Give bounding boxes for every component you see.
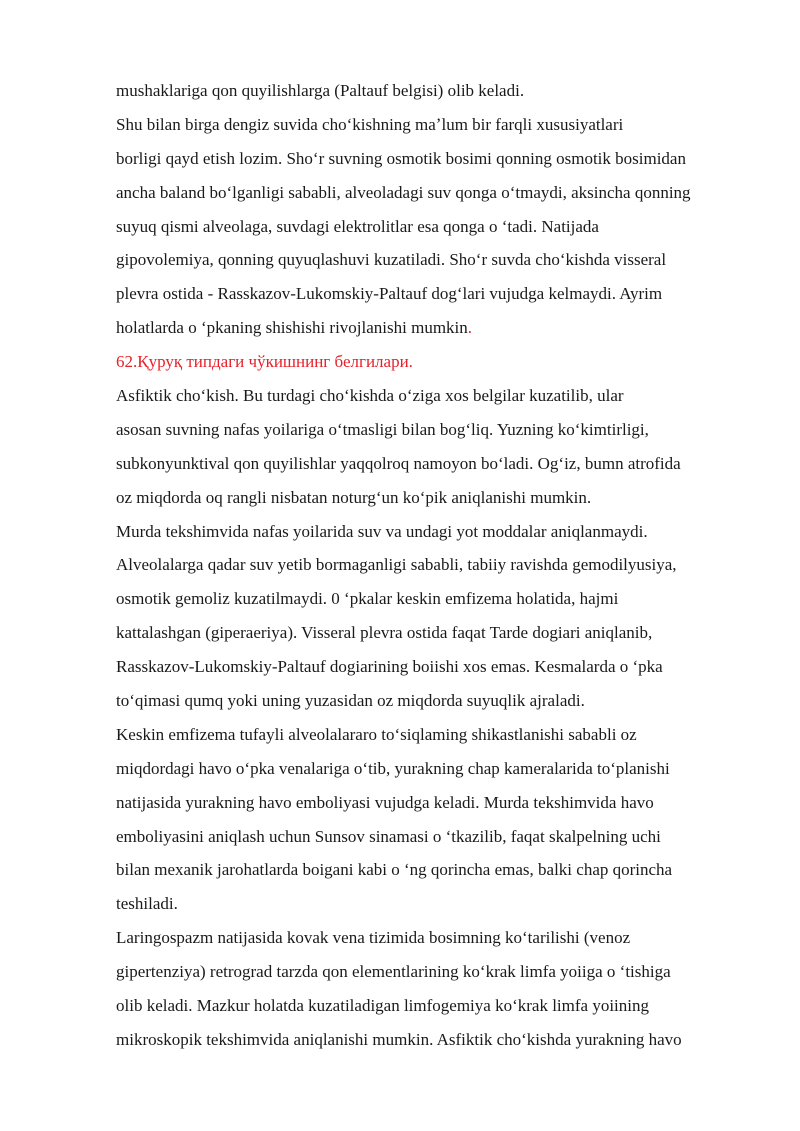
text-line: Asfiktik choʻkish. Bu turdagi choʻkishda oʻziga xos belgilar kuzatilib, ular: [116, 386, 624, 406]
text-line: suyuq qismi alveolaga, suvdagi elektrolitlar esa qonga o ʻtadi. Natijada: [116, 216, 599, 236]
text-line: Alveolalarga qadar suv yetib bormaganligi sababli, tabiiy ravishda gemodilyusiya,: [116, 555, 677, 575]
text-line: Murda tekshimvida nafas yoilarida suv va undagi yot moddalar aniqlanmaydi.: [116, 521, 648, 541]
text-line: toʻqimasi qumq yoki uning yuzasidan oz miqdorda suyuqlik ajraladi.: [116, 691, 585, 711]
text-line-with-red-period: [116, 311, 756, 345]
document-page: [116, 74, 756, 1057]
text-line: subkonyunktival qon quyilishlar yaqqolroq namoyon boʻladi. Ogʻiz, bumn atrofida: [116, 453, 681, 473]
text-line: oz miqdorda oq rangli nisbatan noturgʻun koʻpik aniqlanishi mumkin.: [116, 487, 592, 507]
text-line: borligi qayd etish lozim. Shoʻr suvning osmotik bosimi qonning osmotik bosimidan: [116, 148, 686, 168]
text-line: emboliyasini aniqlash uchun Sunsov sinamasi o ʻtkazilib, faqat skalpelning uchi: [116, 826, 661, 846]
text-line: gipovolemiya, qonning quyuqlashuvi kuzatiladi. Shoʻr suvda choʻkishda visseral: [116, 250, 667, 270]
text-line: Laringospazm natijasida kovak vena tizimida bosimning koʻtarilishi (venoz: [116, 928, 631, 948]
red-period: .: [467, 318, 473, 338]
text-line: natijasida yurakning havo emboliyasi vujudga keladi. Murda tekshimvida havo: [116, 792, 654, 812]
text-line: olib keladi. Mazkur holatda kuzatiladigan limfogemiya koʻkrak limfa yoiining: [116, 996, 649, 1016]
text-line: mushaklariga qon quyilishlarga (Paltauf belgisi) olib keladi.: [116, 81, 525, 100]
text-line: ancha baland boʻlganligi sababli, alveoladagi suv qonga oʻtmaydi, aksincha qonning: [116, 182, 691, 202]
text-line-content: holatlarda o ʻpkaning shishishi rivojlanishi mumkin: [116, 318, 468, 338]
text-line: Shu bilan birga dengiz suvida choʻkishning maʼlum bir farqli xususiyatlari: [116, 114, 624, 134]
text-line: kattalashgan (giperaeriya). Visseral plevra ostida faqat Tarde dogiari aniqlanib,: [116, 623, 653, 643]
text-line: teshiladi.: [116, 894, 178, 914]
text-line: plevra ostida - Rasskazov-Lukomskiy-Paltauf dogʻlari vujudga kelmaydi. Ayrim: [116, 284, 663, 304]
text-line: osmotik gemoliz kuzatilmaydi. 0 ʻpkalar keskin emfizema holatida, hajmi: [116, 589, 619, 609]
text-line: gipertenziya) retrograd tarzda qon elementlarining koʻkrak limfa yoiiga o ʻtishiga: [116, 962, 671, 982]
text-line: bilan mexanik jarohatlarda boigani kabi o ʻng qorincha emas, balki chap qorincha: [116, 860, 673, 880]
text-line: asosan suvning nafas yoilariga oʻtmasligi bilan bogʻliq. Yuzning koʻkimtirligi,: [116, 419, 649, 439]
text-line: miqdordagi havo oʻpka venalariga oʻtib, yurakning chap kameralarida toʻplanishi: [116, 758, 670, 778]
section-heading: 62.Қуруқ типдаги чўкишнинг белгилари.: [116, 352, 413, 372]
text-line: mikroskopik tekshimvida aniqlanishi mumkin. Asfiktik choʻkishda yurakning havo: [116, 1029, 682, 1049]
text-line: Rasskazov-Lukomskiy-Paltauf dogiarining boiishi xos emas. Kesmalarda o ʻpka: [116, 657, 663, 677]
text-line: Keskin emfizema tufayli alveolalararo toʻsiqlaming shikastlanishi sababli oz: [116, 724, 637, 744]
